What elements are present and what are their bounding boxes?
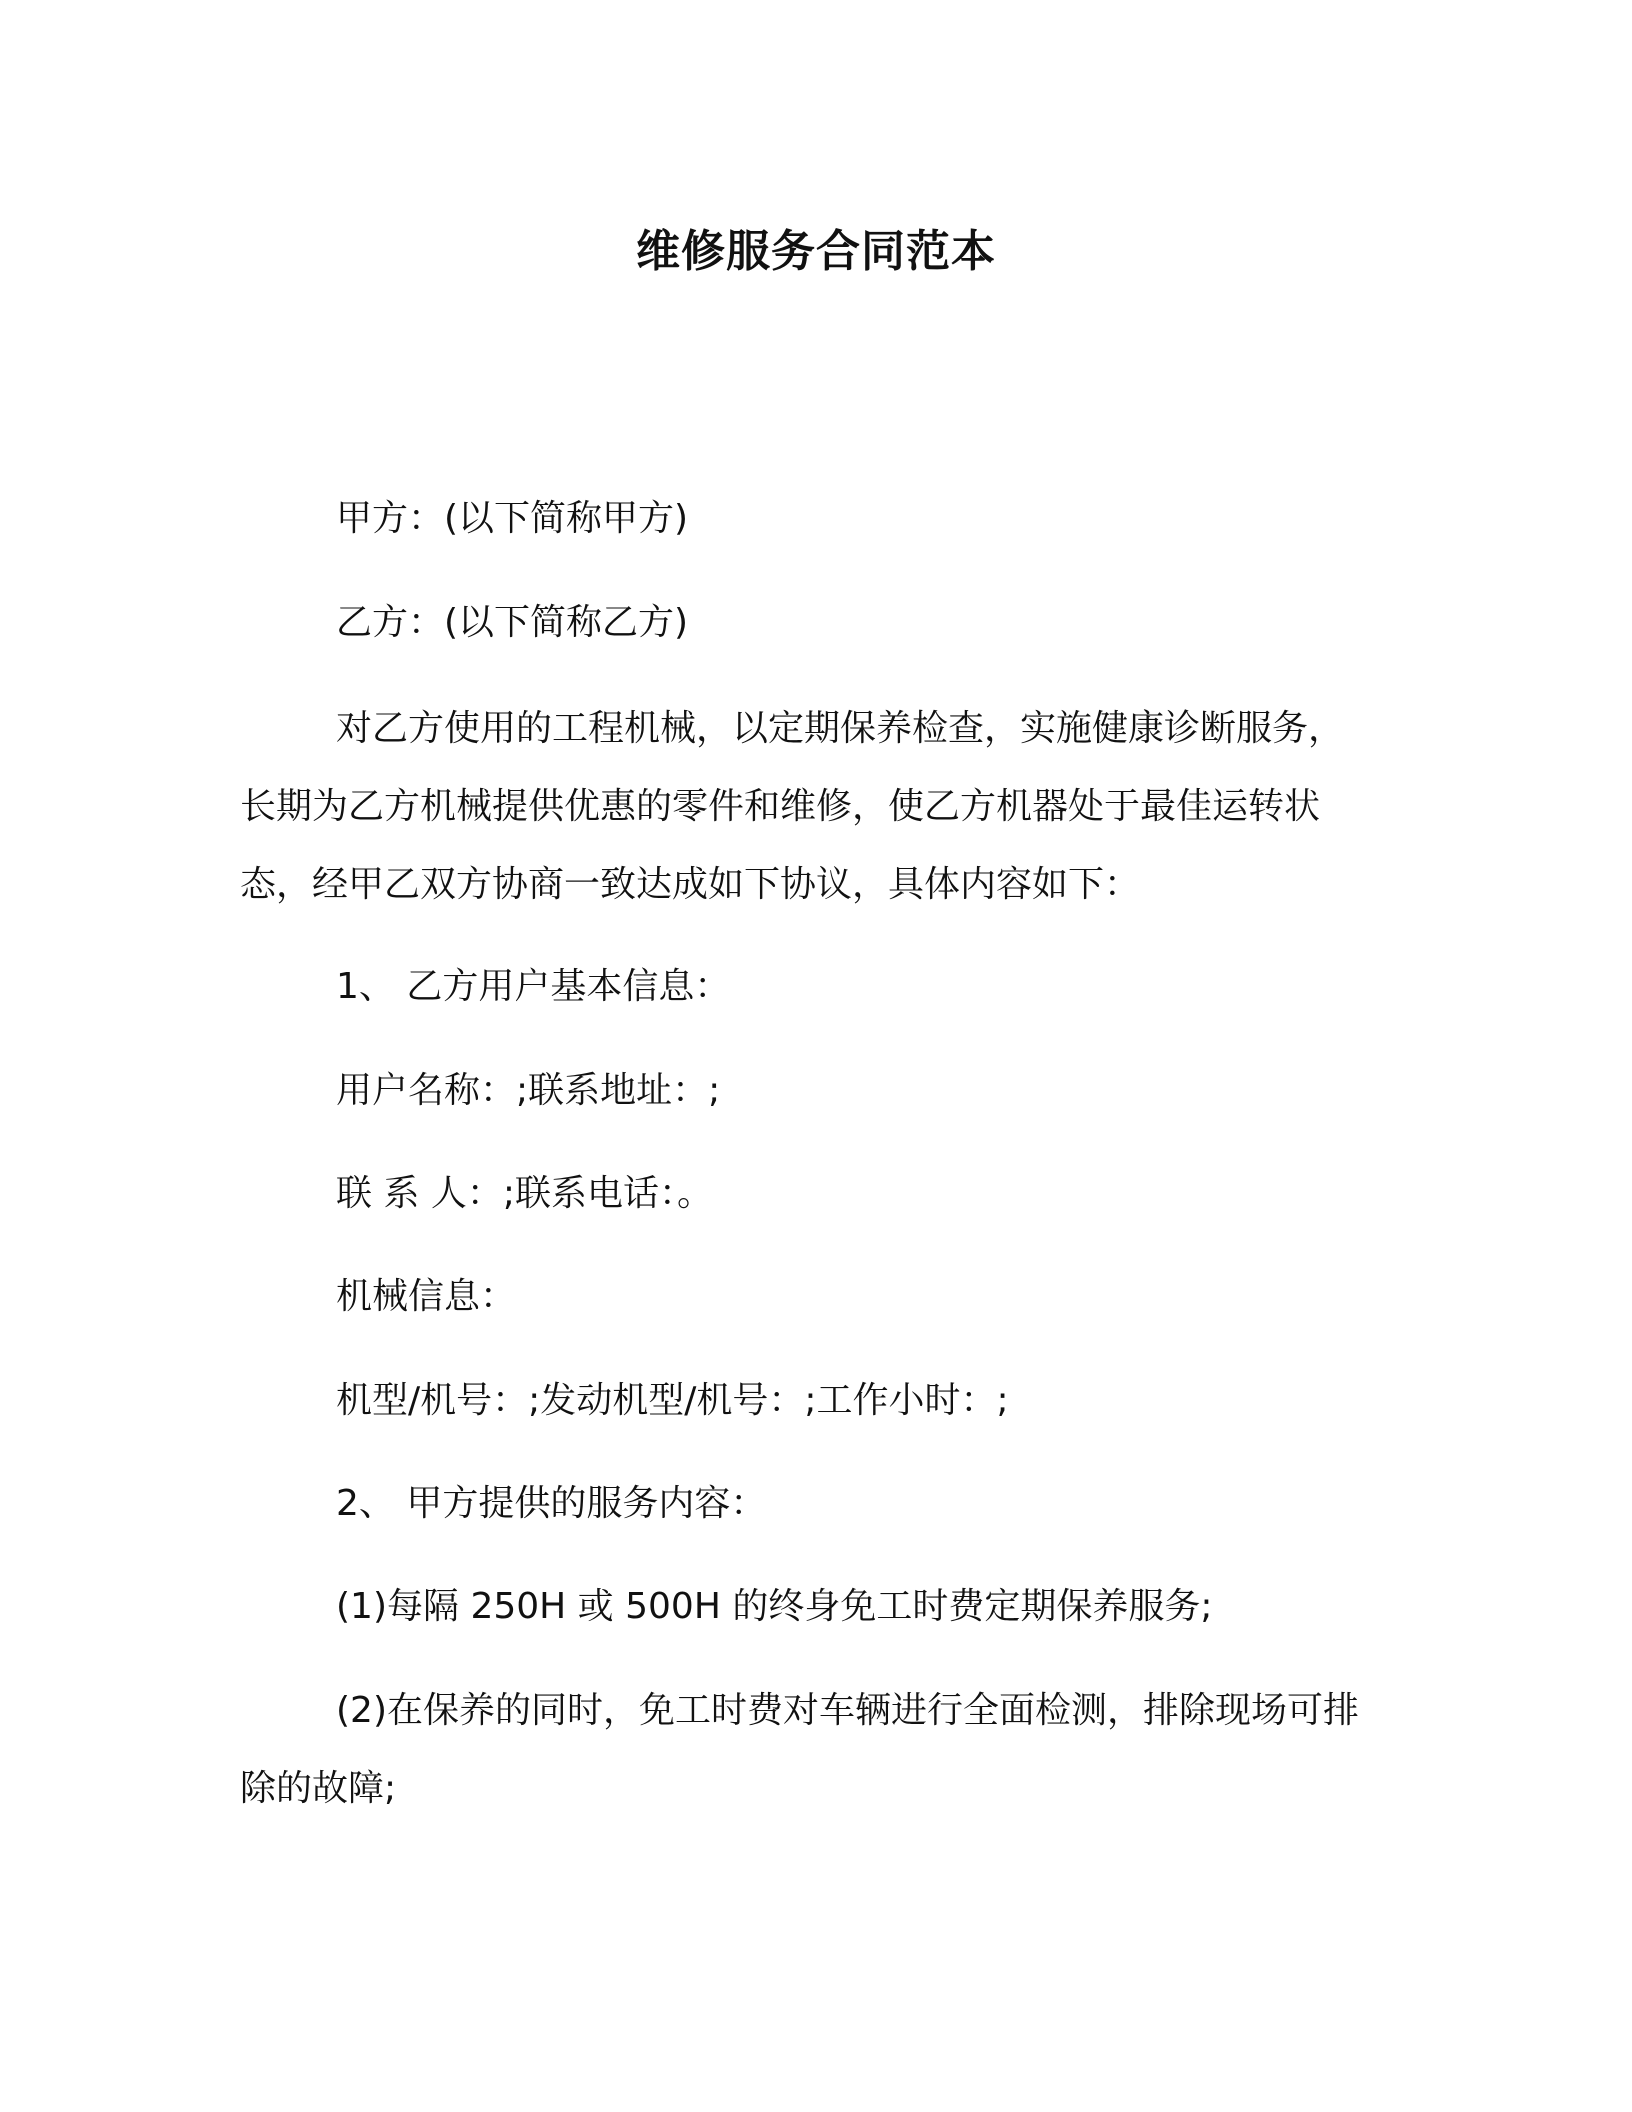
- service-item-2-line-2: 除的故障;: [240, 1768, 397, 1809]
- service-item-1: (1)每隔 250H 或 500H 的终身免工时费定期保养服务;: [336, 1586, 1213, 1627]
- intro-line-1: 对乙方使用的工程机械，以定期保养检查，实施健康诊断服务，: [336, 708, 1345, 749]
- intro-line-3: 态，经甲乙双方协商一致达成如下协议，具体内容如下：: [240, 864, 1141, 905]
- party-a-line: 甲方：(以下简称甲方): [336, 498, 689, 539]
- intro-line-2: 长期为乙方机械提供优惠的零件和维修，使乙方机器处于最佳运转状: [240, 786, 1321, 827]
- service-item-2-line-1: (2)在保养的同时，免工时费对车辆进行全面检测，排除现场可排: [336, 1690, 1359, 1731]
- contact-phone-block: [240, 1155, 1390, 1233]
- section2-block: [240, 1465, 1390, 1543]
- user-name-address-line: 用户名称：;联系地址：;: [336, 1070, 721, 1111]
- party-b-block: [240, 584, 1390, 662]
- party-b-line: 乙方：(以下简称乙方): [336, 602, 689, 643]
- section1-heading: 1、 乙方用户基本信息：: [336, 966, 731, 1007]
- service-item-1-block: [240, 1568, 1390, 1646]
- machine-info-block: [240, 1258, 1390, 1336]
- party-a-block: [240, 480, 1390, 558]
- machine-details-block: [240, 1362, 1390, 1440]
- machine-info-heading: 机械信息：: [336, 1276, 517, 1317]
- user-name-address-block: [240, 1052, 1390, 1130]
- machine-details-line: 机型/机号：;发动机型/机号：;工作小时：;: [336, 1380, 1009, 1421]
- service-item-2-block: [240, 1672, 1390, 1828]
- section1-block: [240, 948, 1390, 1026]
- section2-heading: 2、 甲方提供的服务内容：: [336, 1483, 767, 1524]
- intro-paragraph: [240, 690, 1390, 924]
- page-title: 维修服务合同范本: [636, 226, 996, 277]
- contact-phone-line: 联 系 人：;联系电话：。: [336, 1173, 714, 1214]
